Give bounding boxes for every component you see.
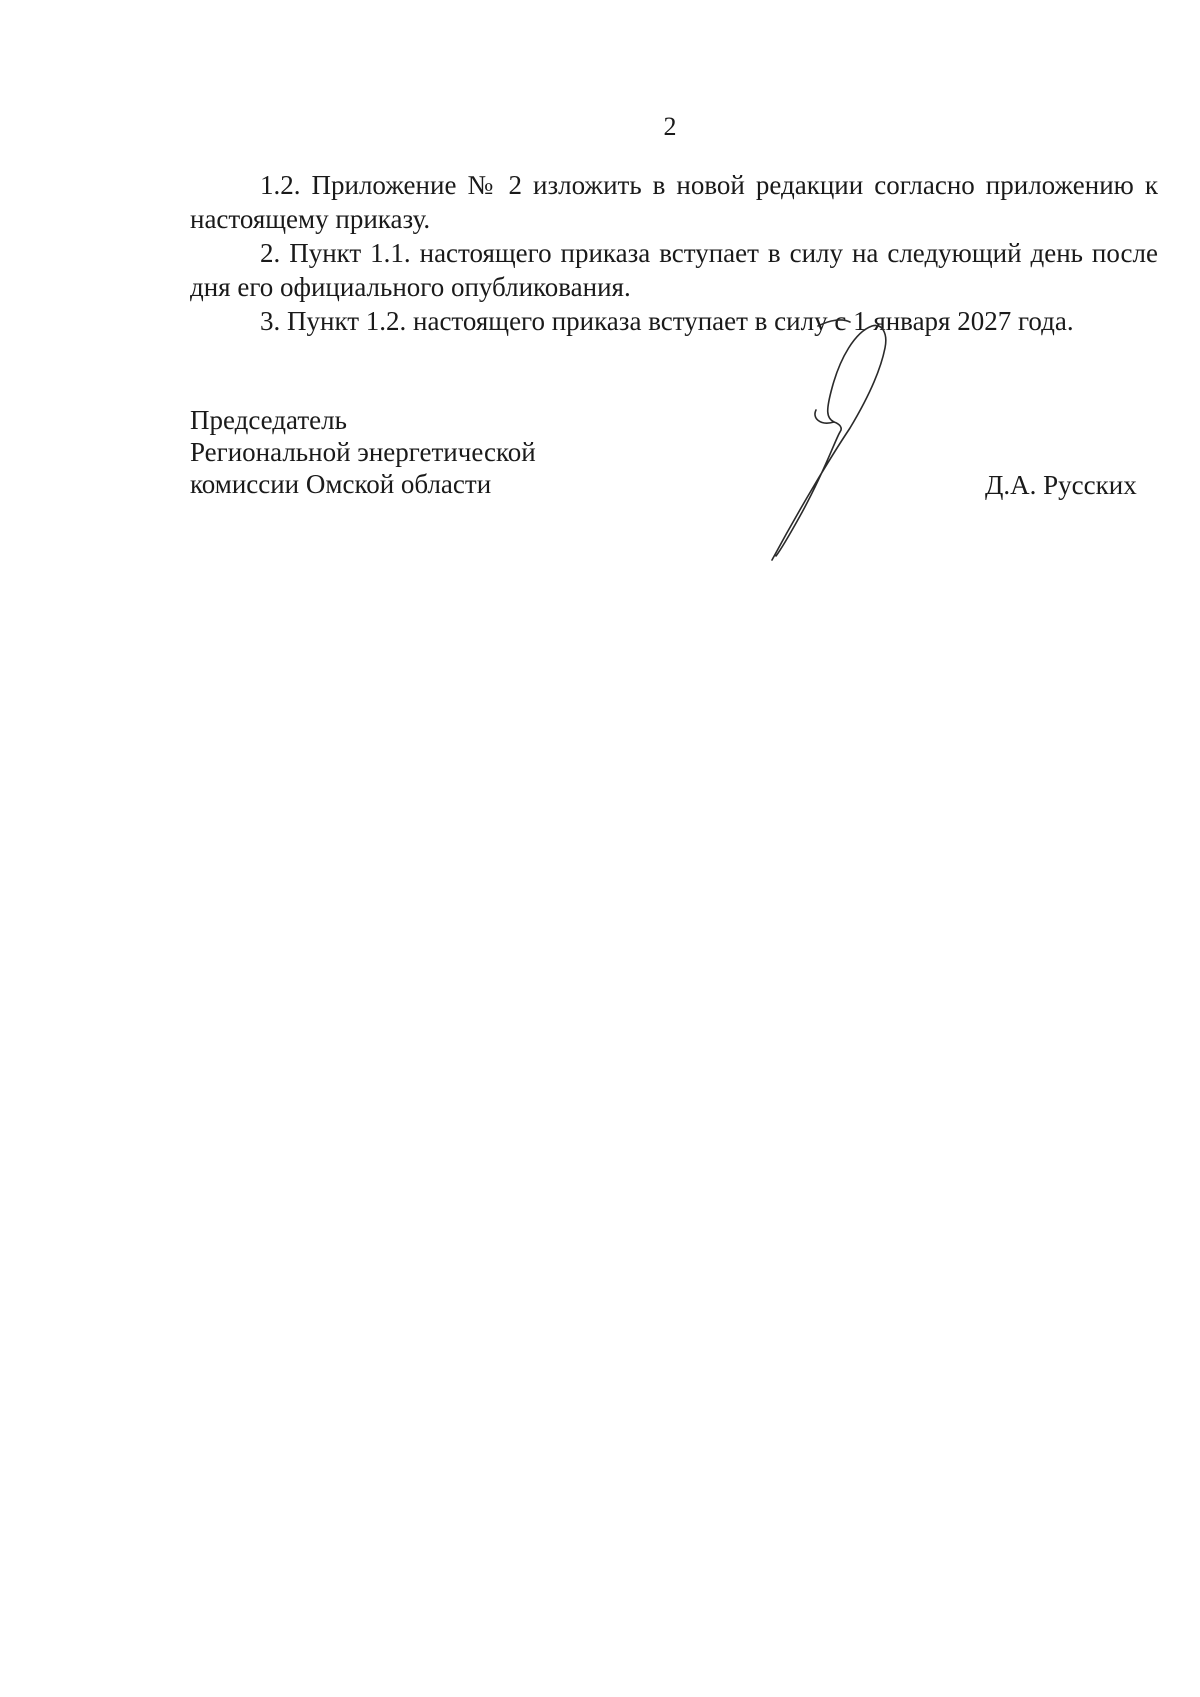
- signer-position-line: Председатель: [190, 405, 347, 435]
- document-body: [190, 168, 1158, 338]
- page-number: 2: [663, 112, 677, 141]
- signer-name: Д.А. Русских: [985, 470, 1137, 500]
- signer-position-line: Региональной энергетической: [190, 437, 536, 467]
- paragraph-2: 2. Пункт 1.1. настоящего приказа вступает в силу на следующий день после дня его официального опубликования.: [190, 238, 1158, 302]
- signature-stroke: [772, 325, 886, 560]
- handwritten-signature: [760, 318, 920, 563]
- signature-stroke: [815, 410, 834, 423]
- paragraph-3: 3. Пункт 1.2. настоящего приказа вступает в силу с 1 января 2027 года.: [260, 306, 1074, 336]
- signer-position: [190, 404, 690, 500]
- signature-stroke: [818, 320, 850, 326]
- signer-position-line: комиссии Омской области: [190, 469, 492, 499]
- paragraph-1-2: 1.2. Приложение № 2 изложить в новой редакции согласно приложению к настоящему приказу.: [190, 170, 1158, 234]
